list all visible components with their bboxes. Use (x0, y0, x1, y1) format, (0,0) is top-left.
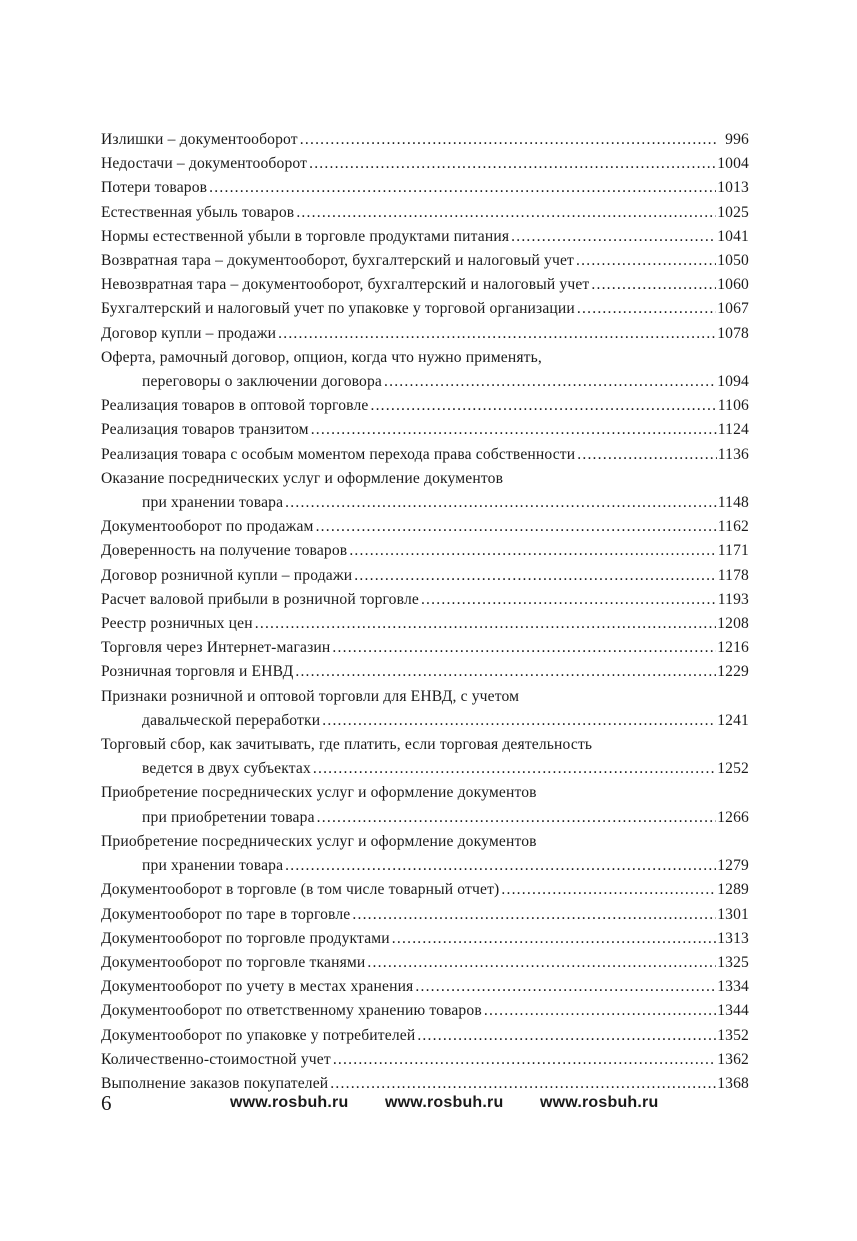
toc-entry-page: 1106 (717, 397, 749, 415)
toc-entry[interactable] (101, 297, 749, 321)
toc-entry-title: ведется в двух субъектах (142, 760, 311, 778)
toc-entry[interactable] (101, 636, 749, 660)
toc-entry-page: 1136 (717, 445, 749, 463)
toc-entry-title: Документооборот по таре в торговле (101, 905, 351, 923)
toc-entry-page: 1060 (717, 276, 749, 294)
toc-entry-title: Естественная убыль товаров (101, 203, 295, 221)
toc-entry-page: 1050 (717, 252, 749, 270)
toc-entry-page: 1325 (717, 953, 749, 971)
dot-leader (577, 297, 716, 321)
dot-leader (278, 322, 716, 346)
toc-entry-page: 1148 (717, 494, 749, 512)
dot-leader (354, 564, 716, 588)
toc-entry-page: 1313 (717, 929, 749, 947)
dot-leader (311, 418, 717, 442)
toc-entry[interactable] (101, 346, 749, 394)
toc-entry-title: при хранении товара (142, 494, 284, 512)
toc-entry-title: Реализация товара с особым моментом перехода права собственности (101, 445, 576, 463)
dot-leader (577, 443, 717, 467)
toc-entry-page: 1178 (717, 566, 749, 584)
toc-entry-page: 1162 (717, 518, 749, 536)
toc-entry[interactable] (101, 564, 749, 588)
toc-entry-page: 1334 (717, 978, 749, 996)
toc-entry-title: Документооборот по торговле тканями (101, 953, 366, 971)
toc-entry[interactable] (101, 539, 749, 563)
dot-leader (484, 999, 716, 1023)
toc-entry[interactable] (101, 201, 749, 225)
toc-entry[interactable] (101, 733, 749, 781)
toc-entry-title: Бухгалтерский и налоговый учет по упаковке у торговой организации (101, 300, 575, 318)
dot-leader (352, 903, 716, 927)
toc-entry[interactable] (101, 443, 749, 467)
toc-entry[interactable] (101, 588, 749, 612)
toc-entry-page: 1352 (717, 1026, 749, 1044)
footer-url[interactable]: www.rosbuh.ru (540, 1094, 659, 1111)
toc-entry-page: 1266 (717, 808, 749, 826)
page-number: 6 (101, 1091, 112, 1115)
toc-entry[interactable] (101, 999, 749, 1023)
dot-leader (349, 539, 716, 563)
toc-entry-page: 1344 (717, 1002, 749, 1020)
toc-entry-page: 1067 (717, 300, 749, 318)
toc-entry-title: Документооборот в торговле (в том числе товарный отчет) (101, 881, 500, 899)
dot-leader (332, 636, 716, 660)
toc-entry-title: Излишки – документооборот (101, 131, 298, 148)
toc-entry-page: 996 (725, 131, 749, 148)
toc-entry[interactable] (101, 1048, 749, 1072)
toc-entry-page: 1193 (717, 590, 749, 608)
toc-entry-title: Реестр розничных цен (101, 615, 253, 633)
toc-entry[interactable] (101, 975, 749, 999)
toc-entry-page: 1208 (717, 615, 749, 633)
toc-entry-title: Невозвратная тара – документооборот, бухгалтерский и налоговый учет (101, 276, 590, 294)
toc-entry[interactable] (101, 781, 749, 829)
toc-entry-page: 1241 (717, 711, 749, 729)
toc-entry-title: Торговля через Интернет-магазин (101, 639, 331, 657)
dot-leader (285, 854, 716, 878)
dot-leader (501, 878, 716, 902)
toc-entry[interactable] (101, 515, 749, 539)
toc-entry-page: 1289 (717, 881, 749, 899)
toc-entry[interactable] (101, 927, 749, 951)
dot-leader (392, 927, 716, 951)
dot-leader (421, 588, 717, 612)
toc-entry[interactable] (101, 1024, 749, 1048)
toc-entry-title: при приобретении товара (142, 808, 315, 826)
dot-leader (300, 128, 718, 152)
toc-entry[interactable] (101, 878, 749, 902)
toc-entry[interactable] (101, 249, 749, 273)
toc-entry[interactable] (101, 467, 749, 515)
toc-entry-page: 1025 (717, 203, 749, 221)
toc-entry-title: Возвратная тара – документооборот, бухгалтерский и налоговый учет (101, 252, 575, 270)
toc-entry-page: 1216 (717, 639, 749, 657)
toc-entry-page: 1124 (717, 421, 749, 439)
toc-entry-title: давальческой переработки (142, 711, 321, 729)
dot-leader (209, 176, 716, 200)
toc-entry-page: 1301 (717, 905, 749, 923)
dot-leader (591, 273, 716, 297)
dot-leader (576, 249, 716, 273)
dot-leader (313, 757, 716, 781)
toc-entry[interactable] (101, 128, 749, 152)
toc-entry[interactable] (101, 225, 749, 249)
dot-leader (370, 394, 716, 418)
toc-entry-page: 1171 (717, 542, 749, 560)
toc-entry-page: 1252 (717, 760, 749, 778)
toc-entry-page: 1279 (717, 857, 749, 875)
dot-leader (295, 660, 716, 684)
toc-entry[interactable] (101, 830, 749, 878)
toc-entry-title: Документооборот по ответственному хранению товаров (101, 1002, 482, 1020)
toc-entry-title: Недостачи – документооборот (101, 155, 308, 173)
toc-entry-title: переговоры о заключении договора (142, 373, 383, 391)
toc-entry-title-line: Приобретение посреднических услуг и оформление документов (101, 784, 537, 802)
dot-leader (317, 806, 717, 830)
toc-entry-title: Потери товаров (101, 179, 208, 197)
toc-entry-title: Расчет валовой прибыли в розничной торговле (101, 590, 419, 608)
toc-entry-title: Доверенность на получение товаров (101, 542, 348, 560)
toc-entry-title: при хранении товара (142, 857, 284, 875)
toc-entry-title-line: Оказание посреднических услуг и оформление документов (101, 469, 504, 487)
toc-entry[interactable] (101, 273, 749, 297)
toc-entry-title: Документооборот по учету в местах хранения (101, 978, 414, 996)
toc-entry-title: Реализация товаров в оптовой торговле (101, 397, 369, 415)
toc-entry[interactable] (101, 685, 749, 733)
toc-entry-page: 1094 (717, 373, 749, 391)
toc-entry[interactable] (101, 394, 749, 418)
dot-leader (296, 201, 716, 225)
dot-leader (333, 1048, 716, 1072)
toc-entry-page: 1078 (717, 324, 749, 342)
toc-entry-title: Документооборот по продажам (101, 518, 314, 536)
toc-entry-title-line: Признаки розничной и оптовой торговли для ЕНВД, с учетом (101, 687, 520, 705)
toc-entry[interactable] (101, 176, 749, 200)
toc-entry-title-line: Приобретение посреднических услуг и оформление документов (101, 832, 537, 850)
toc-entry-title-line: Торговый сбор, как зачитывать, где платить, если торговая деятельность (101, 736, 593, 754)
toc-entry-title: Выполнение заказов покупателей (101, 1074, 329, 1092)
dot-leader (417, 1024, 716, 1048)
toc-entry-title: Договор купли – продажи (101, 324, 277, 342)
toc-entry-title: Документооборот по упаковке у потребителей (101, 1026, 416, 1044)
dot-leader (384, 370, 716, 394)
toc-entry-title: Нормы естественной убыли в торговле продуктами питания (101, 227, 510, 245)
toc-entry[interactable] (101, 903, 749, 927)
dot-leader (309, 152, 716, 176)
toc-entry-title: Розничная торговля и ЕНВД (101, 663, 294, 681)
toc-entry[interactable] (101, 418, 749, 442)
toc-entry-title-line: Оферта, рамочный договор, опцион, когда что нужно применять, (101, 348, 542, 366)
footer-url[interactable]: www.rosbuh.ru (385, 1094, 504, 1111)
dot-leader (322, 709, 716, 733)
toc-entry-page: 1229 (717, 663, 749, 681)
toc-entry[interactable] (101, 152, 749, 176)
dot-leader (285, 491, 717, 515)
toc-entry[interactable] (101, 612, 749, 636)
dot-leader (255, 612, 716, 636)
footer-url[interactable]: www.rosbuh.ru (230, 1094, 349, 1111)
dot-leader (316, 515, 717, 539)
toc-entry-page: 1368 (717, 1074, 749, 1092)
page-footer (101, 1091, 721, 1121)
toc-entry-title: Документооборот по торговле продуктами (101, 929, 390, 947)
dot-leader (511, 225, 716, 249)
toc-entry-title: Договор розничной купли – продажи (101, 566, 353, 584)
toc-entry-title: Реализация товаров транзитом (101, 421, 309, 439)
toc-entry[interactable] (101, 660, 749, 684)
dot-leader (367, 951, 716, 975)
toc-entry-title: Количественно-стоимостной учет (101, 1050, 331, 1068)
dot-leader (415, 975, 716, 999)
toc-entry[interactable] (101, 951, 749, 975)
toc-entry[interactable] (101, 322, 749, 346)
toc-entry-page: 1041 (717, 227, 749, 245)
toc-entry-page: 1004 (717, 155, 749, 173)
table-of-contents (101, 128, 749, 1096)
toc-entry-page: 1362 (717, 1050, 749, 1068)
toc-entry-page: 1013 (717, 179, 749, 197)
